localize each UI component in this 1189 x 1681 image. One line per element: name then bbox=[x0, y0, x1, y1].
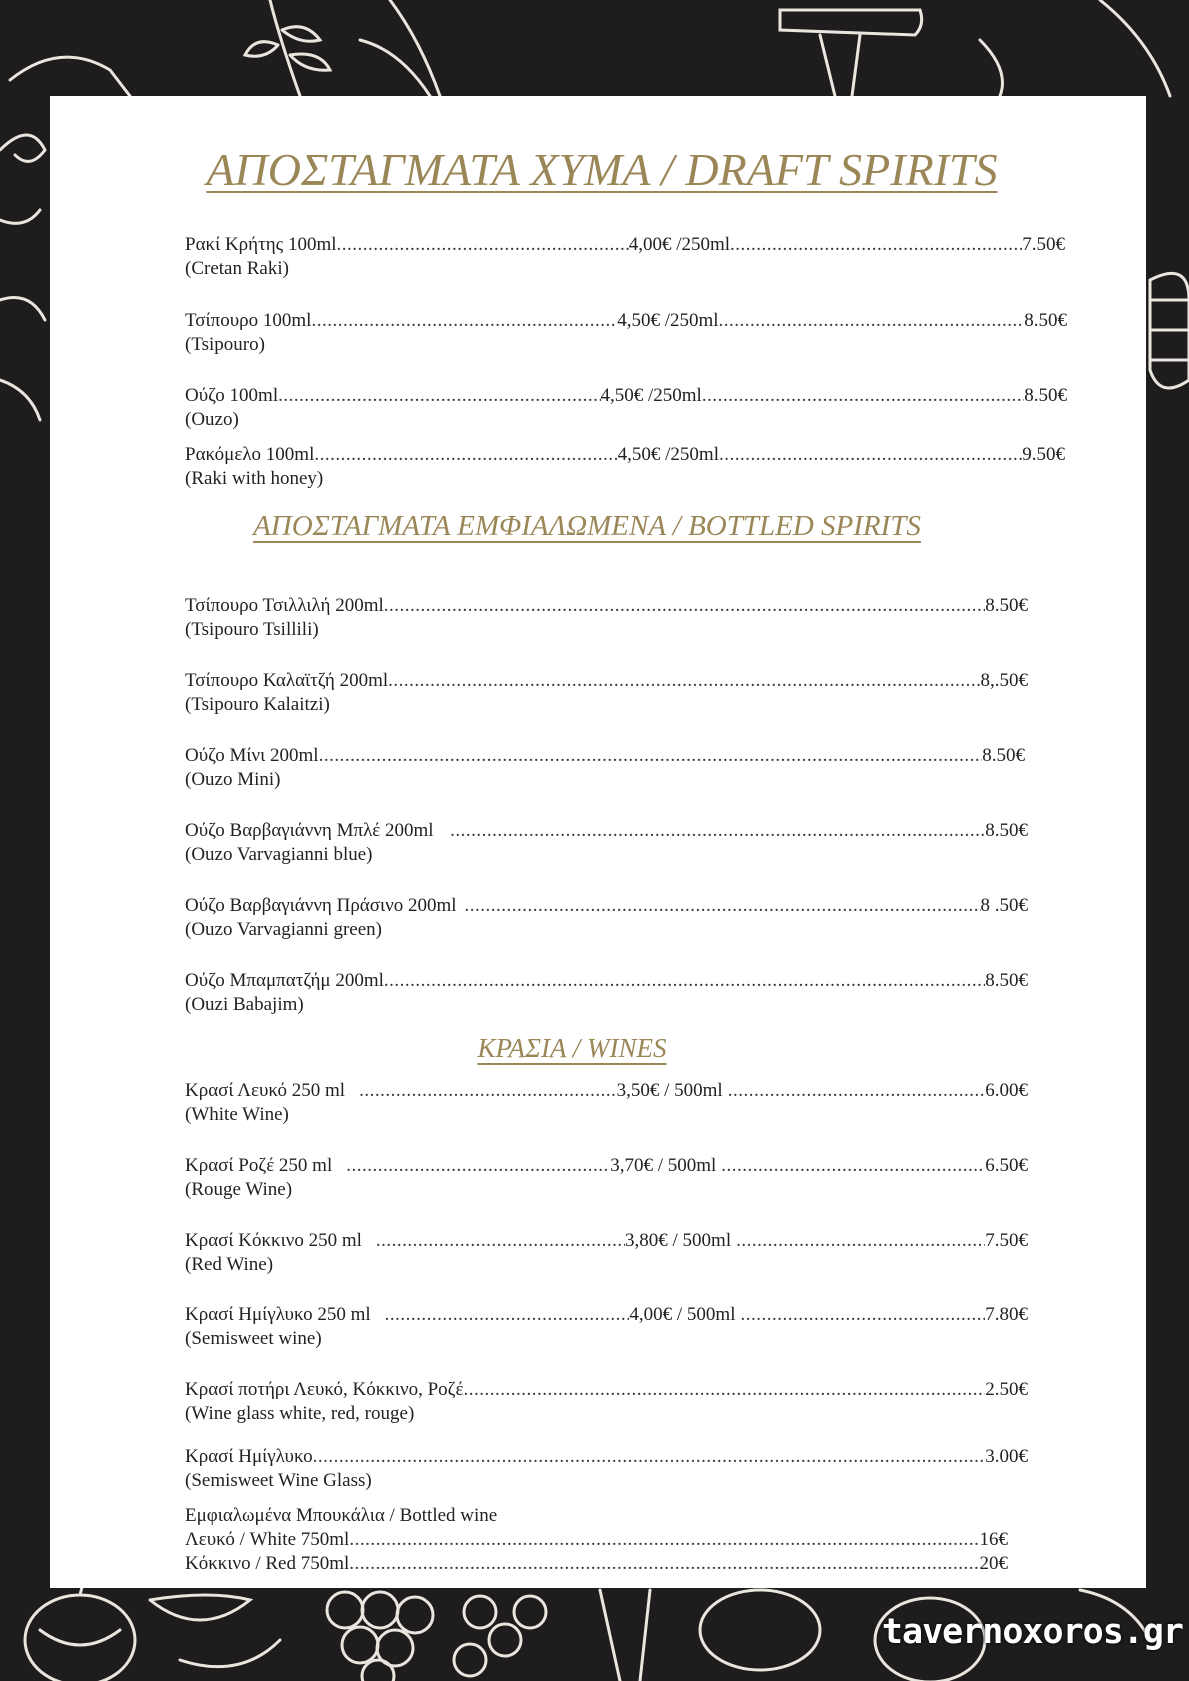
menu-item bbox=[185, 1079, 1028, 1127]
dot-leader bbox=[278, 384, 600, 408]
dot-leader bbox=[385, 1303, 630, 1327]
swirl-left-doodle bbox=[0, 135, 45, 420]
item-price: 2.50€ bbox=[985, 1379, 1028, 1400]
item-english: (Ouzo Varvagianni green) bbox=[185, 919, 382, 940]
watermark: tavernoxoros.gr bbox=[881, 1612, 1183, 1652]
item-english: (Cretan Raki) bbox=[185, 258, 289, 279]
menu-item bbox=[185, 969, 1028, 1017]
item-price-large: 9.50€ bbox=[1022, 444, 1065, 465]
dot-leader bbox=[741, 1303, 986, 1327]
item-name: Κρασί Ημίγλυκο 250 ml bbox=[185, 1304, 371, 1325]
item-english: (Wine glass white, red, rouge) bbox=[185, 1403, 415, 1424]
bottled-spirits-heading: ΑΠΟΣΤΑΓΜΑΤΑ ΕΜΦΙΑΛΩΜΕΝΑ / BOTTLED SPIRITS bbox=[253, 510, 921, 542]
branch-icon bbox=[245, 0, 330, 96]
item-english: (Tsipouro Tsillili) bbox=[185, 619, 319, 640]
menu-item bbox=[185, 233, 1065, 281]
item-price-large: 7.50€ bbox=[1022, 234, 1065, 255]
grape-doodle bbox=[327, 1592, 363, 1628]
item-price-large: 6.00€ bbox=[985, 1080, 1028, 1101]
item-price-small: 3,50€ / 500ml bbox=[616, 1080, 723, 1101]
item-name: Ούζο Μπαμπατζήμ 200ml bbox=[185, 970, 384, 991]
item-english: (Ouzo Mini) bbox=[185, 769, 281, 790]
item-english: (Semisweet wine) bbox=[185, 1328, 322, 1349]
bottled-wine-title: Εμφιαλωμένα Μπουκάλια / Bottled wine bbox=[185, 1505, 498, 1526]
item-price-small: 4,50€ /250ml bbox=[617, 444, 719, 465]
wines-heading: ΚΡΑΣΙΑ / WINES bbox=[477, 1033, 667, 1063]
bottle-doodle bbox=[780, 10, 922, 96]
dot-leader bbox=[719, 309, 1025, 333]
item-price-small: 3,70€ / 500ml bbox=[610, 1155, 717, 1176]
menu-item bbox=[185, 309, 1067, 357]
item-price-small: 4,50€ /250ml bbox=[617, 310, 719, 331]
item-english: (Red Wine) bbox=[185, 1254, 274, 1275]
dot-leader bbox=[384, 594, 985, 618]
dot-leader bbox=[376, 1229, 625, 1253]
item-price-small: 4,00€ /250ml bbox=[628, 234, 731, 255]
item-price-small: 3,80€ / 500ml bbox=[625, 1230, 732, 1251]
dot-leader bbox=[337, 233, 629, 257]
dot-leader bbox=[349, 1528, 979, 1552]
menu-item bbox=[185, 594, 1028, 642]
bread-doodle bbox=[700, 1590, 820, 1670]
item-price-small: 4,50€ /250ml bbox=[600, 385, 702, 406]
item-name: Κρασί Λευκό 250 ml bbox=[185, 1080, 346, 1101]
item-name: Ρακόμελο 100ml bbox=[185, 444, 315, 465]
menu-item bbox=[185, 1445, 1028, 1493]
item-price-large: 7.50€ bbox=[985, 1230, 1028, 1251]
menu-item bbox=[185, 443, 1065, 491]
item-price: 3.00€ bbox=[985, 1446, 1028, 1467]
item-price: 8.50€ bbox=[985, 970, 1028, 991]
item-name: Κόκκινο / Red 750ml bbox=[185, 1553, 350, 1574]
menu-item bbox=[185, 1154, 1028, 1202]
dot-leader bbox=[730, 233, 1022, 257]
bottled-wine-block bbox=[185, 1504, 1008, 1576]
item-name: Τσίπουρο Καλαϊτζή 200ml bbox=[185, 670, 389, 691]
dot-leader bbox=[314, 443, 617, 467]
item-price-large: 8.50€ bbox=[1024, 310, 1068, 331]
dot-leader bbox=[465, 894, 981, 918]
item-name: Ούζο 100ml bbox=[185, 385, 279, 406]
draft-spirits-heading: ΑΠΟΣΤΑΓΜΑΤΑ ΧΥΜΑ / DRAFT SPIRITS bbox=[206, 144, 998, 195]
item-english: (Tsipouro Kalaitzi) bbox=[185, 694, 330, 715]
item-price: 16€ bbox=[979, 1529, 1008, 1550]
item-name: Κρασί Ημίγλυκο bbox=[185, 1446, 313, 1467]
dot-leader bbox=[728, 1079, 986, 1103]
item-name: Ούζο Βαρβαγιάννη Πράσινο 200ml bbox=[185, 895, 457, 916]
dot-leader bbox=[721, 1154, 985, 1178]
menu-item bbox=[185, 744, 1025, 792]
item-price: 20€ bbox=[979, 1553, 1008, 1574]
item-price: 8 .50€ bbox=[980, 895, 1028, 916]
item-price: 8.50€ bbox=[985, 595, 1028, 616]
dot-leader bbox=[349, 1552, 979, 1576]
dot-leader bbox=[359, 1079, 617, 1103]
item-price: 8,.50€ bbox=[980, 670, 1028, 691]
item-english: (Raki with honey) bbox=[185, 468, 324, 489]
item-name: Λευκό / White 750ml bbox=[185, 1529, 350, 1550]
menu-item bbox=[185, 384, 1067, 432]
pan-handle-doodle bbox=[10, 57, 130, 96]
item-price-large: 8.50€ bbox=[1024, 385, 1067, 406]
item-english: (Tsipouro) bbox=[185, 334, 265, 355]
glass-doodle bbox=[980, 0, 1170, 96]
item-price-large: 6.50€ bbox=[985, 1155, 1028, 1176]
item-name: Ούζο Μίνι 200ml bbox=[185, 745, 319, 766]
menu-item bbox=[185, 669, 1028, 717]
item-name: Κρασί ποτήρι Λευκό, Κόκκινο, Ροζέ bbox=[185, 1379, 464, 1400]
dot-leader bbox=[388, 669, 980, 693]
item-name: Τσίπουρο Τσιλλιλή 200ml bbox=[185, 595, 384, 616]
menu-item bbox=[185, 819, 1028, 867]
item-english: (Rouge Wine) bbox=[185, 1179, 293, 1200]
menu-item bbox=[185, 1229, 1028, 1277]
knife-doodle bbox=[360, 0, 440, 96]
dot-leader bbox=[384, 969, 985, 993]
item-name: Τσίπουρο 100ml bbox=[185, 310, 312, 331]
dot-leader bbox=[736, 1229, 985, 1253]
menu-item bbox=[185, 1378, 1028, 1426]
item-price-small: 4,00€ / 500ml bbox=[629, 1304, 736, 1325]
barrel-right-doodle bbox=[1150, 273, 1189, 388]
item-english: (Semisweet Wine Glass) bbox=[185, 1470, 372, 1491]
item-price-large: 7.80€ bbox=[985, 1304, 1028, 1325]
menu-item bbox=[185, 1303, 1028, 1351]
dot-leader bbox=[719, 443, 1022, 467]
glass-stem-doodle bbox=[600, 1590, 650, 1681]
menu-item bbox=[185, 894, 1028, 942]
dot-leader bbox=[313, 1445, 986, 1469]
dot-leader bbox=[464, 1378, 986, 1402]
dot-leader bbox=[346, 1154, 610, 1178]
menu-page bbox=[50, 96, 1146, 1588]
item-english: (Ouzo Varvagianni blue) bbox=[185, 844, 373, 865]
item-price: 8.50€ bbox=[982, 745, 1025, 766]
item-english: (White Wine) bbox=[185, 1104, 289, 1125]
item-name: Κρασί Κόκκινο 250 ml bbox=[185, 1230, 362, 1251]
item-name: Ρακί Κρήτης 100ml bbox=[185, 234, 337, 255]
dot-leader bbox=[319, 744, 983, 768]
dot-leader bbox=[450, 819, 985, 843]
dot-leader bbox=[311, 309, 617, 333]
item-name: Κρασί Ροζέ 250 ml bbox=[185, 1155, 333, 1176]
fig-doodle bbox=[25, 1595, 135, 1681]
item-english: (Ouzi Babajim) bbox=[185, 994, 304, 1015]
item-price: 8.50€ bbox=[985, 820, 1028, 841]
dot-leader bbox=[702, 384, 1024, 408]
leaf-bottom-doodle bbox=[150, 1595, 280, 1667]
item-english: (Ouzo) bbox=[185, 409, 239, 430]
item-name: Ούζο Βαρβαγιάννη Μπλέ 200ml bbox=[185, 820, 434, 841]
